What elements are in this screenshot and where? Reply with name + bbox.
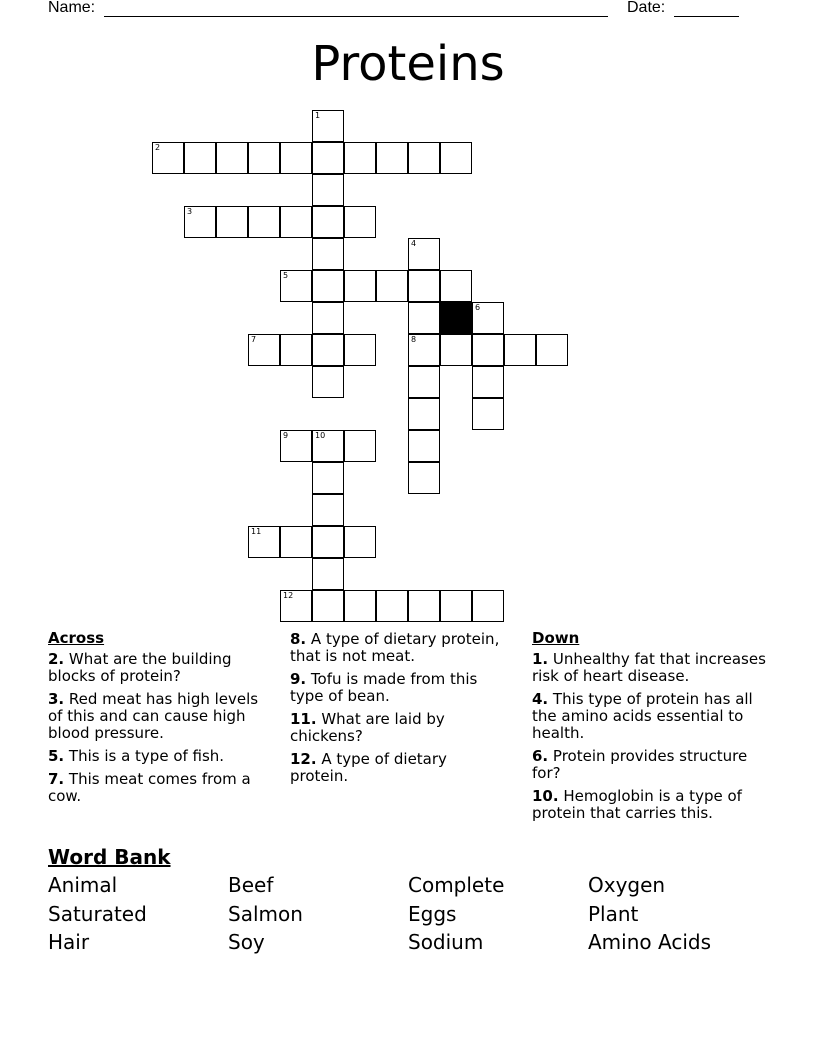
name-field[interactable] — [104, 0, 608, 17]
grid-cell[interactable] — [248, 334, 280, 366]
across-heading: Across — [48, 629, 105, 647]
clue-text: This type of protein has all the amino acids essential to health. — [532, 690, 753, 742]
word-bank-item: Hair — [48, 930, 90, 954]
grid-cell[interactable] — [312, 334, 344, 366]
across-clue — [290, 711, 505, 745]
word-bank-item: Plant — [588, 902, 639, 926]
grid-cell[interactable] — [408, 366, 440, 398]
date-field[interactable] — [674, 0, 739, 17]
grid-cell[interactable] — [312, 526, 344, 558]
clue-text: What are laid by chickens? — [290, 710, 445, 745]
grid-cell[interactable] — [312, 462, 344, 494]
across-clues-col1 — [48, 630, 273, 811]
grid-cell[interactable] — [312, 110, 344, 142]
clue-text: Hemoglobin is a type of protein that carries this. — [532, 787, 742, 822]
clue-number: 12. — [290, 750, 317, 768]
grid-cell[interactable] — [376, 590, 408, 622]
across-clue — [290, 631, 505, 665]
grid-cell[interactable] — [312, 174, 344, 206]
word-bank-item: Complete — [408, 873, 505, 897]
grid-cell[interactable] — [536, 334, 568, 366]
clue-number: 2 — [155, 143, 161, 152]
grid-cell[interactable] — [312, 270, 344, 302]
clue-number: 7. — [48, 770, 65, 788]
clue-number: 10 — [315, 431, 326, 440]
word-bank-item: Saturated — [48, 902, 147, 926]
grid-cell[interactable] — [440, 142, 472, 174]
grid-cell[interactable] — [280, 526, 312, 558]
grid-cell[interactable] — [184, 206, 216, 238]
clue-number: 9. — [290, 670, 307, 688]
across-clue — [290, 751, 505, 785]
grid-cell[interactable] — [312, 494, 344, 526]
grid-cell[interactable] — [408, 430, 440, 462]
clue-number: 11. — [290, 710, 317, 728]
clue-number: 7 — [251, 335, 257, 344]
word-bank-item: Amino Acids — [588, 930, 711, 954]
across-clue — [48, 771, 273, 805]
clue-text: A type of dietary protein. — [290, 750, 447, 785]
grid-cell[interactable] — [472, 334, 504, 366]
clue-number: 5 — [283, 271, 289, 280]
clue-number: 3. — [48, 690, 65, 708]
grid-cell[interactable] — [440, 270, 472, 302]
grid-cell[interactable] — [344, 206, 376, 238]
clue-text: This is a type of fish. — [64, 747, 225, 765]
grid-cell[interactable] — [312, 238, 344, 270]
grid-cell[interactable] — [248, 526, 280, 558]
clue-text: Protein provides structure for? — [532, 747, 748, 782]
grid-cell[interactable] — [312, 430, 344, 462]
down-clues — [532, 630, 767, 828]
grid-cell[interactable] — [344, 526, 376, 558]
clue-text: Tofu is made from this type of bean. — [290, 670, 478, 705]
clue-text: A type of dietary protein, that is not meat. — [290, 630, 500, 665]
grid-cell[interactable] — [248, 206, 280, 238]
clue-number: 1 — [315, 111, 321, 120]
grid-cell[interactable] — [312, 590, 344, 622]
grid-cell[interactable] — [280, 334, 312, 366]
word-bank-item: Beef — [228, 873, 274, 897]
word-bank-title: Word Bank — [48, 845, 171, 869]
clue-number: 2. — [48, 650, 65, 668]
across-clues-col2 — [290, 631, 505, 791]
down-clue — [532, 748, 767, 782]
clue-number: 4 — [411, 239, 417, 248]
date-label: Date: — [627, 0, 666, 16]
clue-text: This meat comes from a cow. — [48, 770, 251, 805]
grid-cell[interactable] — [152, 142, 184, 174]
grid-cell[interactable] — [216, 142, 248, 174]
clue-number: 10. — [532, 787, 559, 805]
word-bank-item: Salmon — [228, 902, 303, 926]
grid-cell[interactable] — [344, 270, 376, 302]
grid-cell[interactable] — [312, 142, 344, 174]
clue-number: 3 — [187, 207, 193, 216]
grid-cell[interactable] — [280, 142, 312, 174]
grid-cell[interactable] — [344, 142, 376, 174]
clue-number: 12 — [283, 591, 294, 600]
black-cell — [440, 302, 472, 334]
grid-cell[interactable] — [280, 270, 312, 302]
grid-cell[interactable] — [440, 334, 472, 366]
across-clue — [290, 671, 505, 705]
grid-cell[interactable] — [376, 270, 408, 302]
word-bank-item: Eggs — [408, 902, 457, 926]
clue-number: 8 — [411, 335, 417, 344]
down-clue — [532, 788, 767, 822]
grid-cell[interactable] — [408, 238, 440, 270]
clue-number: 6 — [475, 303, 481, 312]
grid-cell[interactable] — [408, 302, 440, 334]
grid-cell[interactable] — [376, 142, 408, 174]
down-clue — [532, 651, 767, 685]
grid-cell[interactable] — [408, 462, 440, 494]
word-bank-item: Animal — [48, 873, 118, 897]
clue-number: 9 — [283, 431, 289, 440]
across-clue — [48, 748, 273, 765]
across-clue — [48, 651, 273, 685]
name-label: Name: — [48, 0, 96, 16]
grid-cell[interactable] — [312, 302, 344, 334]
grid-cell[interactable] — [344, 430, 376, 462]
grid-cell[interactable] — [472, 590, 504, 622]
grid-cell[interactable] — [408, 398, 440, 430]
grid-cell[interactable] — [184, 142, 216, 174]
grid-cell[interactable] — [248, 142, 280, 174]
clue-number: 1. — [532, 650, 549, 668]
grid-cell[interactable] — [472, 366, 504, 398]
grid-cell[interactable] — [280, 590, 312, 622]
clue-number: 5. — [48, 747, 65, 765]
grid-cell[interactable] — [408, 270, 440, 302]
grid-cell[interactable] — [216, 206, 248, 238]
grid-cell[interactable] — [280, 430, 312, 462]
clue-number: 8. — [290, 630, 307, 648]
grid-cell[interactable] — [408, 590, 440, 622]
down-clue — [532, 691, 767, 742]
clue-number: 6. — [532, 747, 549, 765]
grid-cell[interactable] — [280, 206, 312, 238]
grid-cell[interactable] — [408, 334, 440, 366]
header — [0, 0, 816, 20]
across-clue — [48, 691, 273, 742]
grid-cell[interactable] — [504, 334, 536, 366]
word-bank-item: Soy — [228, 930, 265, 954]
grid-cell[interactable] — [472, 302, 504, 334]
word-bank-item: Oxygen — [588, 873, 666, 897]
down-heading: Down — [532, 629, 580, 647]
clue-text: Unhealthy fat that increases risk of heart disease. — [532, 650, 766, 685]
clue-number: 4. — [532, 690, 549, 708]
word-bank-item: Sodium — [408, 930, 484, 954]
grid-cell[interactable] — [344, 334, 376, 366]
grid-cell[interactable] — [312, 558, 344, 590]
clue-text: Red meat has high levels of this and can cause high blood pressure. — [48, 690, 259, 742]
page-title: Proteins — [311, 36, 505, 92]
clue-text: What are the building blocks of protein? — [48, 650, 232, 685]
clue-number: 11 — [251, 527, 262, 536]
grid-cell[interactable] — [312, 366, 344, 398]
grid-cell[interactable] — [472, 398, 504, 430]
grid-cell[interactable] — [408, 142, 440, 174]
grid-cell[interactable] — [440, 590, 472, 622]
grid-cell[interactable] — [344, 590, 376, 622]
grid-cell[interactable] — [312, 206, 344, 238]
